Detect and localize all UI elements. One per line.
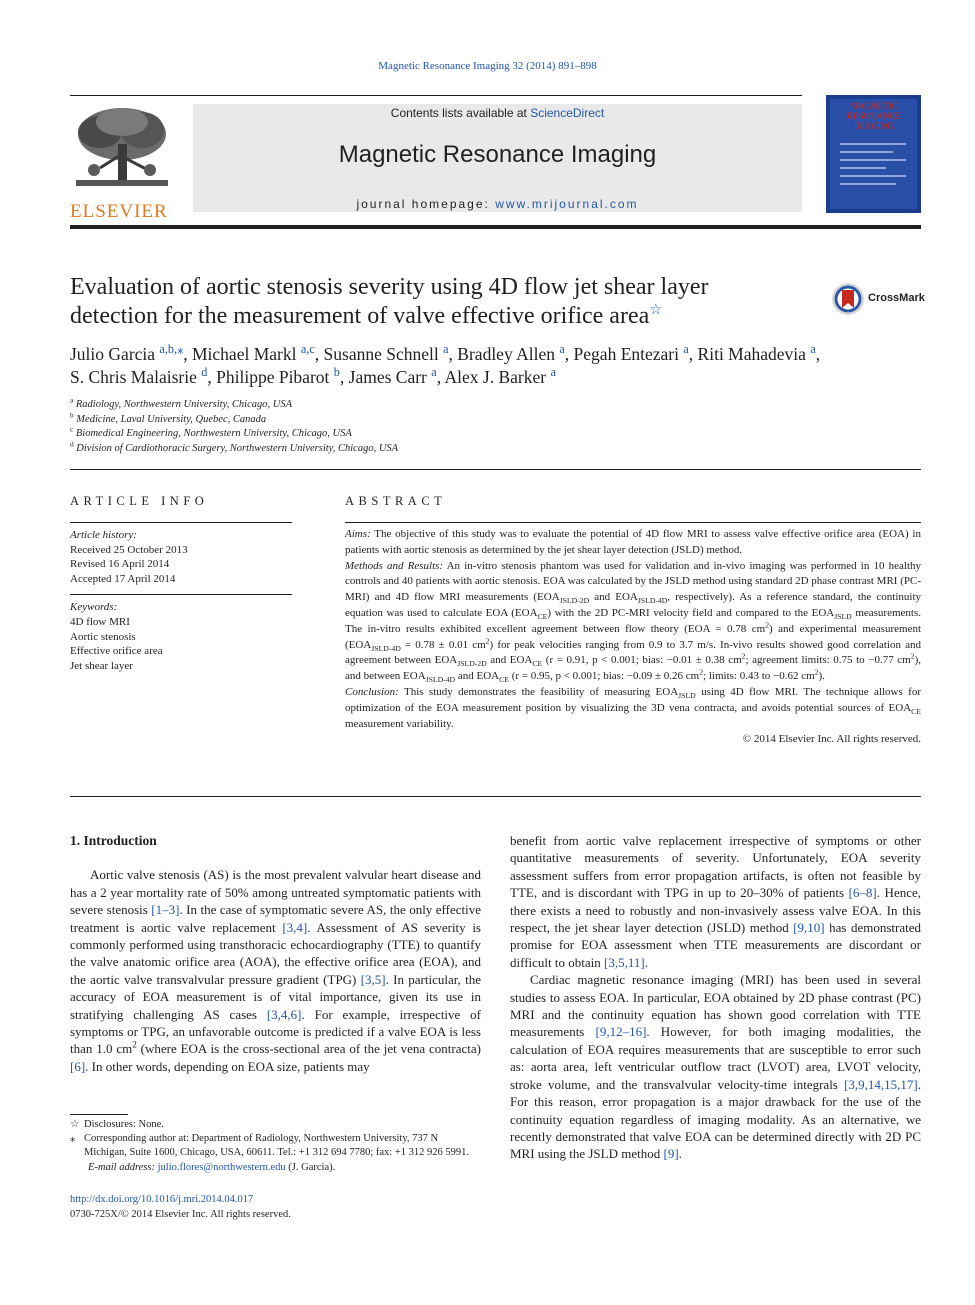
homepage-prefix: journal homepage:	[356, 197, 496, 211]
affiliation-item	[70, 439, 670, 457]
journal-cover-thumbnail[interactable]	[826, 95, 921, 213]
reference-link[interactable]: [3,5]	[360, 971, 386, 987]
affiliation-key: b	[70, 410, 74, 419]
body-text: . In particular, the accuracy of EOA measurement is of vital importance, given its use in stratifying challenging AS cases	[70, 971, 481, 1022]
disclosures-text: Disclosures: None.	[84, 1119, 164, 1130]
keyword-item: Aortic stenosis	[70, 630, 136, 643]
author-name: Bradley Allen	[457, 344, 555, 364]
body-paragraph	[510, 832, 921, 971]
crossmark-label: CrossMark	[868, 292, 925, 304]
title-line-1: Evaluation of aortic stenosis severity using 4D flow jet shear layer	[70, 274, 709, 300]
section-heading-introduction: 1. Introduction	[70, 833, 157, 848]
subscript: JSLD	[834, 612, 852, 622]
email-link[interactable]: julio.flores@northwestern.edu	[157, 1161, 286, 1173]
homepage-link[interactable]: www.mrijournal.com	[495, 197, 639, 211]
cover-title-line: MAGNETIC	[850, 101, 898, 111]
affiliation-divider	[70, 469, 921, 470]
reference-link[interactable]: [9,12–16]	[595, 1024, 647, 1040]
author-affiliation-marks[interactable]: a,b,⁎	[159, 342, 184, 357]
footnote-disclosures	[70, 1118, 481, 1132]
journal-title: Magnetic Resonance Imaging	[338, 141, 657, 168]
reference-link[interactable]: [3,9,14,15,17]	[844, 1076, 918, 1092]
body-text: . In the case of symptomatic severe AS, the only effective treatment is aortic valve replacement	[70, 902, 481, 935]
abstract-aims	[345, 527, 921, 559]
methods-text: (r = 0.91, p < 0.001; bias: −0.01 ± 0.38 cm	[542, 654, 742, 667]
affiliation-text: Radiology, Northwestern University, Chicago, USA	[75, 399, 293, 410]
journal-homepage	[193, 197, 802, 211]
cover-title-line: IMAGING	[854, 121, 894, 131]
body-text: benefit from aortic valve replacement irrespective of symptoms or other quantitative measurements of severity. Unfortunately, EOA severity assessment suffers from error propagation artifacts, is often not feasible by TTE, and is discordant with TPG in up to 20–30% of patients	[510, 833, 921, 901]
author-affiliation-marks[interactable]: a,c	[300, 342, 315, 357]
methods-text: ), and between EOA	[345, 654, 921, 683]
info-top-rule	[70, 522, 292, 523]
reference-link[interactable]: [6–8]	[848, 885, 877, 901]
body-text: . For this reason, error propagation is a major drawback for the use of the continuity equation regardless of imaging modality. As an alternative, we recently demonstrated that valve EOA can be determined directly with 2D PC MRI using the JSLD method	[510, 1076, 921, 1162]
body-right-column	[510, 832, 921, 1163]
affiliation-item	[70, 395, 670, 413]
elsevier-logo[interactable]	[70, 104, 174, 222]
reference-link[interactable]: [3,5,11]	[604, 954, 645, 970]
footnotes	[70, 1118, 481, 1175]
cover-title-line: RESONANCE	[846, 111, 901, 121]
conclusion-label: Conclusion:	[345, 685, 399, 698]
author-affiliation-marks[interactable]: a	[810, 342, 816, 357]
cover-contents-lines	[840, 137, 906, 197]
superscript: 2	[132, 1040, 137, 1051]
author-name: Julio Garcia	[70, 344, 156, 364]
body-text: . Assessment of AS severity is commonly performed using transthoracic echocardiography (TTE) to quantify the valve anatomic orifice area (AOA), the effective orifice area (EOA), and the aortic valve transvalvular pressure gradient (TPG)	[70, 919, 481, 987]
article-info-panel	[70, 526, 292, 673]
footnote-corresponding-author	[70, 1132, 481, 1160]
body-text: . However, for both imaging modalities, the calculation of EOA requires measurements that are susceptible to error such as: aorta area, left ventricular outflow tract (LVOT) area, LVOT velocity, stroke volume, and the transvalvular velocity-time integrals	[510, 1024, 921, 1092]
footnote-asterisk-mark: ⁎	[70, 1133, 76, 1145]
superscript: 2	[741, 651, 746, 661]
subscript: JSLD-4D	[425, 675, 456, 685]
subscript: JSLD-2D	[457, 659, 487, 669]
body-text: has demonstrated promise for EOA assessment when TTE measurements are discordant or difficult to obtain	[510, 920, 921, 970]
abstract-methods	[345, 559, 921, 685]
subscript: JSLD	[678, 691, 696, 701]
superscript: 2	[910, 651, 915, 661]
affiliation-text: Division of Cardiothoracic Surgery, Northwestern University, Chicago, USA	[76, 442, 399, 454]
methods-label: Methods and Results:	[345, 559, 444, 572]
author-name: James Carr	[348, 367, 427, 387]
body-paragraph	[510, 971, 921, 1162]
crossmark-icon	[831, 282, 865, 316]
author-affiliation-marks[interactable]: b	[333, 365, 340, 380]
aims-text: The objective of this study was to evaluate the potential of 4D flow MRI to assess valve effective orifice area (EOA) in patients with aortic stenosis as determined by the jet shear layer detection (JSLD) method.	[345, 528, 921, 556]
footnote-email	[70, 1161, 481, 1175]
methods-text: ; limits: 0.43 to −0.62 cm	[703, 670, 815, 683]
author-affiliation-marks[interactable]: a	[550, 365, 556, 380]
affiliation-key: d	[70, 439, 74, 448]
subscript: CE	[532, 659, 543, 669]
conclusion-text: This study demonstrates the feasibility of measuring EOA	[398, 685, 679, 698]
author-name: S. Chris Malaisrie	[70, 367, 197, 387]
methods-text: ).	[818, 670, 825, 683]
body-text: . In other words, depending on EOA size, patients may	[85, 1058, 370, 1074]
contents-prefix: Contents lists available at	[390, 106, 531, 120]
footnote-rule	[70, 1114, 128, 1115]
reference-link[interactable]: [3,4]	[282, 919, 308, 935]
author-affiliation-marks[interactable]: d	[201, 365, 208, 380]
elsevier-wordmark: ELSEVIER	[70, 201, 168, 222]
keywords-label: Keywords:	[70, 601, 118, 614]
received-date: Received 25 October 2013	[70, 543, 188, 556]
methods-text: and EOA	[455, 670, 500, 683]
abstract-heading: ABSTRACT	[345, 494, 447, 508]
superscript: 2	[765, 620, 770, 630]
subscript: JSLD-4D	[637, 596, 668, 606]
elsevier-tree-icon	[70, 104, 174, 196]
methods-text: = 0.78 ± 0.01 cm	[400, 638, 486, 651]
accepted-date: Accepted 17 April 2014	[70, 572, 176, 585]
methods-text: , respectively). As a reference standard, the continuity equation was used to calculate EOA (EOA	[345, 591, 922, 619]
header-bottom-rule	[70, 225, 921, 229]
author-name: Philippe Pibarot	[216, 367, 330, 387]
title-line-2: detection for the measurement of valve effective orifice area	[70, 303, 650, 329]
abstract-conclusion	[345, 685, 921, 732]
subscript: JSLD-4D	[371, 643, 401, 653]
keyword-item: Effective orifice area	[70, 645, 163, 658]
subscript: CE	[911, 706, 921, 716]
body-text: .	[678, 1146, 682, 1162]
abstract-copyright: © 2014 Elsevier Inc. All rights reserved.	[742, 733, 921, 746]
reference-link[interactable]: [1–3]	[151, 902, 180, 918]
abstract-body	[345, 526, 921, 748]
history-label: Article history:	[70, 529, 137, 541]
body-paragraph	[70, 866, 481, 1075]
author-affiliation-marks[interactable]: a	[559, 342, 565, 357]
subscript: CE	[537, 612, 548, 622]
body-text: (where EOA is the cross-sectional area of the jet vena contracta)	[136, 1041, 481, 1057]
affiliation-text: Biomedical Engineering, Northwestern University, Chicago, USA	[75, 428, 352, 439]
author-list: Julio Garcia $^{a,b,⁎}$, Michael Markl $^{a,c}$, Susanne Schnell $^a$, Bradley Allen $^a$, Pegah Entezari $^a$, Riti Mahadevia $^a$, S. Chris Malaisrie $^d$, Philippe Pibarot $^b$, James Carr $^a$, Alex J. Barker $^a$	[70, 342, 821, 387]
methods-text: ) with the 2D PC-MRI velocity field and compared to the EOA	[547, 606, 835, 619]
contents-line	[193, 106, 802, 120]
body-left-column	[70, 832, 481, 1075]
info-mid-rule	[70, 594, 292, 595]
reference-link[interactable]: [9,10]	[793, 920, 825, 936]
methods-text: and EOA	[589, 591, 638, 604]
body-text: . For example, irrespective of symptoms or TPG, an unfavorable outcome is predicted if a valve EOA is less than 1.0 cm	[70, 1006, 481, 1057]
reference-link[interactable]: [6]	[70, 1058, 86, 1074]
affiliation-list	[70, 395, 670, 456]
body-text: Aortic valve stenosis (AS) is the most prevalent valvular heart disease and has a 2 year mortality rate of 50% among untreated symptomatic patients with severe stenosis	[70, 867, 481, 918]
doi-block	[70, 1193, 291, 1222]
superscript: 2	[814, 667, 819, 677]
journal-citation-link[interactable]: Magnetic Resonance Imaging 32 (2014) 891–898	[378, 60, 597, 72]
methods-text: ; agreement limits: 0.75 to −0.77 cm	[745, 654, 911, 667]
author-affiliation-marks[interactable]: a	[443, 342, 449, 357]
doi-link[interactable]: http://dx.doi.org/10.1016/j.mri.2014.04.017	[70, 1194, 254, 1205]
superscript: 2	[699, 667, 704, 677]
methods-text: ) for peak velocities ranging from 0.9 to 3.7 m/s. In-vivo results showed good correlation and agreement between EOA	[345, 638, 921, 667]
author-name: Michael Markl	[191, 344, 297, 364]
title-footnote-star-link[interactable]: ☆	[649, 302, 663, 318]
methods-text: (r = 0.95, p < 0.001; bias: −0.09 ± 0.26 cm	[508, 670, 700, 683]
revised-date: Revised 16 April 2014	[70, 558, 170, 571]
reference-link[interactable]: [3,4,6]	[266, 1006, 302, 1022]
affiliation-text: Medicine, Laval University, Quebec, Canada	[76, 413, 267, 425]
affiliation-key: c	[70, 424, 74, 434]
methods-text: measurements. The in-vitro results exhibited excellent agreement between flow theory (EOA = 0.78 cm	[345, 606, 921, 635]
affiliation-item	[70, 410, 670, 428]
corresponding-author-text: Corresponding author at: Department of Radiology, Northwestern University, 737 N Michigan, Suite 1600, Chicago, USA, 60611. Tel.: +1 312 694 7780; fax: +1 312 926 5991.	[84, 1133, 470, 1159]
crossmark-button[interactable]	[831, 282, 926, 316]
footnote-star-mark: ☆	[70, 1119, 80, 1130]
author-affiliation-marks[interactable]: a	[683, 342, 689, 357]
conclusion-text: using 4D flow MRI. The technique allows for optimization of the EOA measurement position by visualizing the 3D vena contracta, and avoids potential sources of EOA	[345, 685, 921, 714]
article-info-heading: ARTICLE INFO	[70, 494, 209, 508]
body-text: Cardiac magnetic resonance imaging (MRI) has been used in several studies to assess EOA. In particular, EOA obtained by 2D phase contrast (PC) MRI and the continuity equation has shown good correlation with TTE measurements	[510, 972, 921, 1040]
author-name: Pegah Entezari	[573, 344, 679, 364]
author-name: Susanne Schnell	[323, 344, 439, 364]
article-title	[70, 273, 810, 331]
body-text: . Hence, there exists a need to robustly and non-invasively assess valve EOA. In this respect, the jet shear layer detection (JSLD) method	[510, 885, 922, 936]
abstract-bottom-rule	[70, 796, 921, 797]
author-name: Alex J. Barker	[444, 367, 547, 387]
author-affiliation-marks[interactable]: a	[431, 365, 437, 380]
sciencedirect-link[interactable]: ScienceDirect	[530, 106, 605, 120]
author-name: Riti Mahadevia	[697, 344, 806, 364]
methods-text: An in-vitro stenosis phantom was used for validation and in-vivo imaging was performed in 10 healthy controls and 40 patients with aortic stenosis. EOA was calculated by the JSLD method using standard 2D phase contrast MRI (PC-MRI) and 4D flow MRI measurements (EOA	[345, 559, 921, 604]
subscript: JSLD-2D	[559, 596, 590, 606]
affiliation-item	[70, 424, 670, 442]
keyword-item: Jet shear layer	[70, 659, 133, 672]
abstract-top-rule	[345, 522, 921, 523]
superscript: 2	[485, 635, 490, 645]
conclusion-text: measurement variability.	[345, 717, 454, 730]
affiliation-key: a	[70, 395, 74, 405]
methods-text: ) and experimental measurement (EOA	[345, 622, 922, 651]
reference-link[interactable]: [9]	[663, 1146, 679, 1162]
keyword-item: 4D flow MRI	[70, 615, 130, 628]
aims-label: Aims:	[345, 528, 371, 540]
body-text: .	[644, 954, 648, 970]
email-suffix: (J. Garcia).	[285, 1161, 336, 1173]
methods-text: and EOA	[486, 654, 533, 667]
issn-copyright: 0730-725X/© 2014 Elsevier Inc. All rights reserved.	[70, 1208, 291, 1220]
email-label: E-mail address:	[88, 1161, 155, 1173]
subscript: CE	[499, 675, 509, 685]
header-top-rule	[70, 95, 802, 96]
